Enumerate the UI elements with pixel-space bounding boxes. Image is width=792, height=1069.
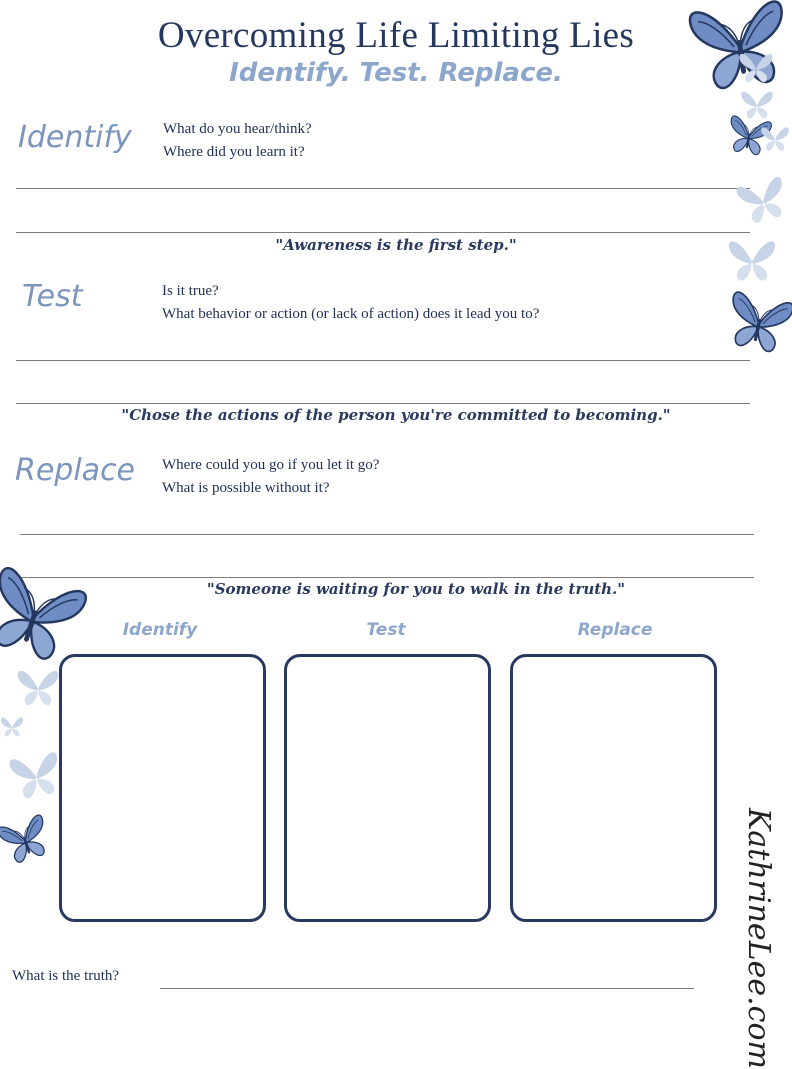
identify-prompt-2: Where did you learn it? bbox=[163, 144, 305, 160]
butterfly-icon bbox=[726, 278, 792, 368]
replace-box[interactable] bbox=[510, 654, 717, 922]
test-write-line-2[interactable] bbox=[16, 403, 750, 404]
butterfly-icon bbox=[10, 748, 62, 804]
truth-write-line[interactable] bbox=[160, 988, 694, 989]
identify-prompts bbox=[163, 118, 312, 164]
replace-write-line-2[interactable] bbox=[20, 577, 754, 578]
butterfly-icon bbox=[738, 50, 774, 86]
test-box[interactable] bbox=[284, 654, 491, 922]
signature-logo bbox=[728, 808, 788, 1069]
signature-text: KathrineLee.com bbox=[741, 808, 776, 1069]
test-prompts bbox=[162, 280, 539, 326]
column-label-replace: Replace bbox=[577, 620, 653, 640]
test-prompt-1: Is it true? bbox=[162, 283, 219, 299]
quote-truth: "Someone is waiting for you to walk in the truth." bbox=[206, 580, 626, 598]
butterfly-icon bbox=[0, 712, 24, 742]
column-label-test: Test bbox=[366, 620, 406, 640]
butterfly-icon bbox=[738, 176, 788, 226]
butterfly-icon bbox=[0, 566, 82, 666]
test-prompt-2: What behavior or action (or lack of action) does it lead you to? bbox=[162, 306, 540, 322]
test-write-line-1[interactable] bbox=[16, 360, 750, 361]
replace-prompt-1: Where could you go if you let it go? bbox=[162, 457, 380, 473]
replace-prompts bbox=[162, 454, 379, 500]
quote-awareness: "Awareness is the first step." bbox=[275, 236, 517, 254]
section-label-replace: Replace bbox=[15, 453, 136, 488]
identify-box[interactable] bbox=[59, 654, 266, 922]
replace-write-line-1[interactable] bbox=[20, 534, 754, 535]
identify-write-line-1[interactable] bbox=[16, 188, 750, 189]
quote-actions: "Chose the actions of the person you're committed to becoming." bbox=[121, 406, 671, 424]
page-subtitle: Identify. Test. Replace. bbox=[229, 58, 563, 88]
column-label-identify: Identify bbox=[122, 620, 198, 640]
butterfly-icon bbox=[16, 666, 60, 710]
identify-prompt-1: What do you hear/think? bbox=[163, 121, 312, 137]
section-label-test: Test bbox=[22, 279, 83, 314]
truth-label: What is the truth? bbox=[12, 968, 120, 984]
butterfly-icon bbox=[760, 124, 790, 154]
identify-write-line-2[interactable] bbox=[16, 232, 750, 233]
section-label-identify: Identify bbox=[18, 120, 132, 155]
replace-prompt-2: What is possible without it? bbox=[162, 480, 330, 496]
page-title: Overcoming Life Limiting Lies bbox=[157, 15, 635, 56]
butterfly-icon bbox=[0, 810, 50, 870]
